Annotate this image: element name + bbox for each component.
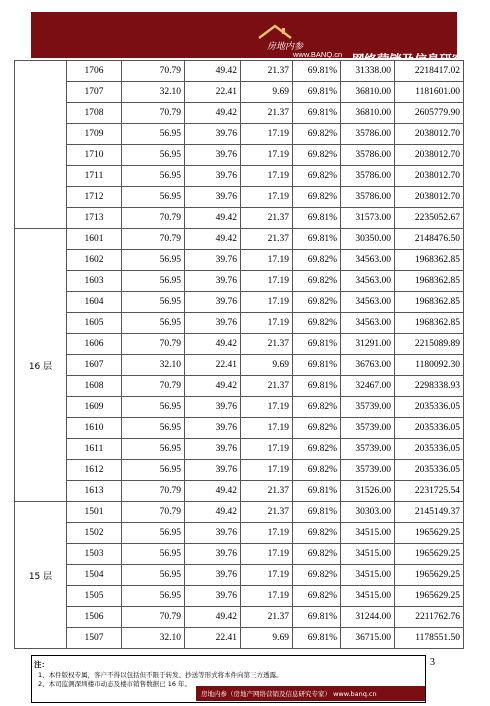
table-cell: 35739.00	[341, 418, 395, 439]
unit-number-cell: 1613	[67, 481, 122, 502]
unit-number-cell: 1501	[67, 502, 122, 523]
note-item: 1、本件版权专属，客户不得以包括但不限于转发、抄送等形式将本件向第三方透露。	[38, 671, 283, 679]
table-cell: 56.95	[122, 313, 185, 334]
table-cell: 39.76	[185, 250, 241, 271]
note-item: 2、本司监测深圳楼市动态及楼市销售数据已 16 年。	[38, 680, 192, 688]
table-row	[15, 376, 464, 397]
table-cell: 49.42	[185, 229, 241, 250]
table-cell: 36763.00	[341, 355, 395, 376]
floor-label: 15 层	[15, 502, 67, 649]
table-cell: 34563.00	[341, 271, 395, 292]
table-cell: 69.81%	[293, 229, 341, 250]
table-cell: 32.10	[122, 82, 185, 103]
table-cell: 56.95	[122, 271, 185, 292]
table-cell: 31338.00	[341, 61, 395, 82]
table-cell: 2035336.05	[395, 397, 464, 418]
table-row	[15, 145, 464, 166]
table-cell: 31291.00	[341, 334, 395, 355]
unit-number-cell: 1506	[67, 607, 122, 628]
table-cell: 1968362.85	[395, 250, 464, 271]
unit-number-cell: 1608	[67, 376, 122, 397]
unit-number-cell: 1602	[67, 250, 122, 271]
table-cell: 69.81%	[293, 376, 341, 397]
table-cell: 70.79	[122, 208, 185, 229]
unit-number-cell: 1711	[67, 166, 122, 187]
table-cell: 21.37	[241, 61, 293, 82]
table-cell: 56.95	[122, 418, 185, 439]
unit-number-cell: 1504	[67, 565, 122, 586]
table-cell: 69.82%	[293, 166, 341, 187]
table-cell: 69.82%	[293, 250, 341, 271]
table-cell: 17.19	[241, 292, 293, 313]
table-cell: 69.82%	[293, 124, 341, 145]
table-cell: 2145149.37	[395, 502, 464, 523]
table-cell: 1180092.30	[395, 355, 464, 376]
table-cell: 31573.00	[341, 208, 395, 229]
table-cell: 56.95	[122, 586, 185, 607]
table-row	[15, 271, 464, 292]
floor-label	[15, 61, 67, 229]
table-cell: 69.82%	[293, 565, 341, 586]
table-cell: 21.37	[241, 607, 293, 628]
unit-number-cell: 1611	[67, 439, 122, 460]
table-cell: 70.79	[122, 61, 185, 82]
table-cell: 49.42	[185, 103, 241, 124]
table-cell: 30303.00	[341, 502, 395, 523]
unit-number-cell: 1601	[67, 229, 122, 250]
table-cell: 69.81%	[293, 355, 341, 376]
table-cell: 39.76	[185, 124, 241, 145]
unit-number-cell: 1713	[67, 208, 122, 229]
table-cell: 1178551.50	[395, 628, 464, 649]
table-row	[15, 292, 464, 313]
table-cell: 30350.00	[341, 229, 395, 250]
table-cell: 70.79	[122, 376, 185, 397]
table-cell: 39.76	[185, 565, 241, 586]
table-cell: 49.42	[185, 502, 241, 523]
table-cell: 21.37	[241, 502, 293, 523]
footer-bar	[196, 686, 425, 701]
table-cell: 39.76	[185, 145, 241, 166]
table-cell: 56.95	[122, 166, 185, 187]
table-cell: 69.82%	[293, 145, 341, 166]
sales-table-body	[15, 61, 464, 649]
table-cell: 2235052.67	[395, 208, 464, 229]
table-cell: 69.82%	[293, 187, 341, 208]
table-row	[15, 439, 464, 460]
unit-number-cell: 1709	[67, 124, 122, 145]
table-cell: 56.95	[122, 565, 185, 586]
table-cell: 1968362.85	[395, 292, 464, 313]
table-cell: 56.95	[122, 544, 185, 565]
unit-number-cell: 1609	[67, 397, 122, 418]
table-row	[15, 61, 464, 82]
table-cell: 17.19	[241, 460, 293, 481]
table-row	[15, 481, 464, 502]
table-cell: 56.95	[122, 250, 185, 271]
table-row	[15, 544, 464, 565]
table-cell: 69.81%	[293, 103, 341, 124]
table-row	[15, 502, 464, 523]
footer-text: 房地内参（房地产网络营销及信息研究专家） www.banq.cn	[201, 690, 377, 698]
table-row	[15, 208, 464, 229]
table-cell: 9.69	[241, 355, 293, 376]
unit-number-cell: 1612	[67, 460, 122, 481]
table-cell: 39.76	[185, 271, 241, 292]
table-cell: 1965629.25	[395, 586, 464, 607]
table-cell: 17.19	[241, 271, 293, 292]
table-cell: 2035336.05	[395, 418, 464, 439]
table-cell: 35739.00	[341, 397, 395, 418]
table-cell: 69.81%	[293, 628, 341, 649]
table-cell: 69.82%	[293, 544, 341, 565]
floor-label: 16 层	[15, 229, 67, 502]
table-cell: 1968362.85	[395, 313, 464, 334]
table-cell: 17.19	[241, 544, 293, 565]
table-cell: 2215089.89	[395, 334, 464, 355]
table-cell: 56.95	[122, 145, 185, 166]
table-cell: 32.10	[122, 628, 185, 649]
table-cell: 69.82%	[293, 292, 341, 313]
table-cell: 17.19	[241, 418, 293, 439]
table-cell: 34563.00	[341, 250, 395, 271]
unit-number-cell: 1712	[67, 187, 122, 208]
logo-url: www.BANQ.cn	[293, 50, 343, 59]
unit-number-cell: 1706	[67, 61, 122, 82]
table-cell: 21.37	[241, 229, 293, 250]
table-cell: 1181601.00	[395, 82, 464, 103]
table-cell: 2605779.90	[395, 103, 464, 124]
table-row	[15, 187, 464, 208]
unit-number-cell: 1607	[67, 355, 122, 376]
table-cell: 69.81%	[293, 481, 341, 502]
table-cell: 35786.00	[341, 124, 395, 145]
table-cell: 69.81%	[293, 61, 341, 82]
table-row	[15, 565, 464, 586]
table-row	[15, 586, 464, 607]
table-cell: 69.82%	[293, 523, 341, 544]
table-cell: 56.95	[122, 460, 185, 481]
table-cell: 35739.00	[341, 439, 395, 460]
table-cell: 17.19	[241, 586, 293, 607]
table-cell: 9.69	[241, 628, 293, 649]
unit-number-cell: 1708	[67, 103, 122, 124]
table-cell: 32.10	[122, 355, 185, 376]
table-cell: 17.19	[241, 523, 293, 544]
table-cell: 39.76	[185, 166, 241, 187]
table-cell: 2038012.70	[395, 187, 464, 208]
table-cell: 2038012.70	[395, 166, 464, 187]
table-row	[15, 628, 464, 649]
table-cell: 34515.00	[341, 586, 395, 607]
table-row	[15, 334, 464, 355]
table-cell: 21.37	[241, 334, 293, 355]
table-row	[15, 103, 464, 124]
table-cell: 2148476.50	[395, 229, 464, 250]
table-cell: 49.42	[185, 334, 241, 355]
table-cell: 2218417.02	[395, 61, 464, 82]
table-row	[15, 523, 464, 544]
table-cell: 49.42	[185, 607, 241, 628]
table-cell: 17.19	[241, 397, 293, 418]
table-row	[15, 124, 464, 145]
table-cell: 22.41	[185, 628, 241, 649]
table-cell: 70.79	[122, 103, 185, 124]
unit-number-cell: 1507	[67, 628, 122, 649]
table-row	[15, 355, 464, 376]
table-cell: 34515.00	[341, 544, 395, 565]
unit-number-cell: 1606	[67, 334, 122, 355]
table-cell: 2038012.70	[395, 145, 464, 166]
table-cell: 1965629.25	[395, 523, 464, 544]
table-cell: 17.19	[241, 439, 293, 460]
table-cell: 36715.00	[341, 628, 395, 649]
table-cell: 36810.00	[341, 82, 395, 103]
table-cell: 35786.00	[341, 145, 395, 166]
table-cell: 69.82%	[293, 313, 341, 334]
table-cell: 2035336.05	[395, 460, 464, 481]
table-cell: 69.82%	[293, 418, 341, 439]
table-cell: 31526.00	[341, 481, 395, 502]
table-cell: 17.19	[241, 187, 293, 208]
table-cell: 70.79	[122, 334, 185, 355]
table-row	[15, 250, 464, 271]
table-cell: 56.95	[122, 124, 185, 145]
table-cell: 2211762.76	[395, 607, 464, 628]
table-cell: 69.81%	[293, 82, 341, 103]
page-number: 3	[430, 657, 435, 668]
table-cell: 2231725.54	[395, 481, 464, 502]
unit-number-cell: 1505	[67, 586, 122, 607]
table-cell: 36810.00	[341, 103, 395, 124]
table-cell: 56.95	[122, 397, 185, 418]
table-cell: 70.79	[122, 481, 185, 502]
table-cell: 49.42	[185, 376, 241, 397]
table-row	[15, 313, 464, 334]
table-cell: 32467.00	[341, 376, 395, 397]
table-cell: 39.76	[185, 313, 241, 334]
table-cell: 56.95	[122, 439, 185, 460]
table-cell: 21.37	[241, 208, 293, 229]
table-row	[15, 460, 464, 481]
table-cell: 56.95	[122, 187, 185, 208]
table-cell: 70.79	[122, 607, 185, 628]
table-cell: 9.69	[241, 82, 293, 103]
table-cell: 35786.00	[341, 187, 395, 208]
table-row	[15, 82, 464, 103]
table-cell: 34563.00	[341, 292, 395, 313]
table-cell: 2298338.93	[395, 376, 464, 397]
table-cell: 69.81%	[293, 502, 341, 523]
table-cell: 17.19	[241, 166, 293, 187]
table-cell: 21.37	[241, 481, 293, 502]
table-cell: 1965629.25	[395, 544, 464, 565]
table-cell: 69.81%	[293, 334, 341, 355]
table-cell: 22.41	[185, 82, 241, 103]
table-cell: 2038012.70	[395, 124, 464, 145]
table-cell: 56.95	[122, 523, 185, 544]
table-cell: 39.76	[185, 187, 241, 208]
table-cell: 34515.00	[341, 523, 395, 544]
table-cell: 39.76	[185, 418, 241, 439]
table-cell: 49.42	[185, 481, 241, 502]
table-row	[15, 229, 464, 250]
table-cell: 49.42	[185, 61, 241, 82]
table-cell: 34515.00	[341, 565, 395, 586]
table-cell: 70.79	[122, 229, 185, 250]
unit-number-cell: 1710	[67, 145, 122, 166]
unit-number-cell: 1502	[67, 523, 122, 544]
unit-number-cell: 1605	[67, 313, 122, 334]
header-title: 网络营销及信息研究专家	[352, 52, 490, 67]
table-cell: 17.19	[241, 250, 293, 271]
table-cell: 22.41	[185, 355, 241, 376]
table-cell: 17.19	[241, 145, 293, 166]
table-cell: 39.76	[185, 523, 241, 544]
logo-text: 房地内参	[267, 41, 304, 51]
table-cell: 69.82%	[293, 439, 341, 460]
table-row	[15, 418, 464, 439]
header-banner	[31, 12, 490, 67]
table-row	[15, 166, 464, 187]
table-cell: 39.76	[185, 544, 241, 565]
table-cell: 69.81%	[293, 208, 341, 229]
table-cell: 69.82%	[293, 586, 341, 607]
table-cell: 39.76	[185, 292, 241, 313]
table-cell: 69.82%	[293, 271, 341, 292]
table-cell: 1968362.85	[395, 271, 464, 292]
unit-number-cell: 1603	[67, 271, 122, 292]
sales-table	[14, 60, 464, 649]
table-cell: 39.76	[185, 439, 241, 460]
table-cell: 21.37	[241, 103, 293, 124]
table-cell: 2035336.05	[395, 439, 464, 460]
unit-number-cell: 1503	[67, 544, 122, 565]
table-row	[15, 607, 464, 628]
table-cell: 39.76	[185, 397, 241, 418]
table-cell: 35786.00	[341, 166, 395, 187]
table-cell: 21.37	[241, 376, 293, 397]
table-cell: 49.42	[185, 208, 241, 229]
table-cell: 34563.00	[341, 313, 395, 334]
unit-number-cell: 1604	[67, 292, 122, 313]
table-cell: 31244.00	[341, 607, 395, 628]
table-cell: 70.79	[122, 502, 185, 523]
table-cell: 69.82%	[293, 460, 341, 481]
table-row	[15, 397, 464, 418]
table-cell: 1965629.25	[395, 565, 464, 586]
table-cell: 17.19	[241, 313, 293, 334]
notes-title: 注：	[34, 660, 49, 669]
table-cell: 17.19	[241, 565, 293, 586]
table-cell: 69.82%	[293, 397, 341, 418]
table-cell: 35739.00	[341, 460, 395, 481]
unit-number-cell: 1610	[67, 418, 122, 439]
table-cell: 39.76	[185, 460, 241, 481]
table-cell: 39.76	[185, 586, 241, 607]
table-cell: 17.19	[241, 124, 293, 145]
table-cell: 69.81%	[293, 607, 341, 628]
unit-number-cell: 1707	[67, 82, 122, 103]
table-cell: 56.95	[122, 292, 185, 313]
